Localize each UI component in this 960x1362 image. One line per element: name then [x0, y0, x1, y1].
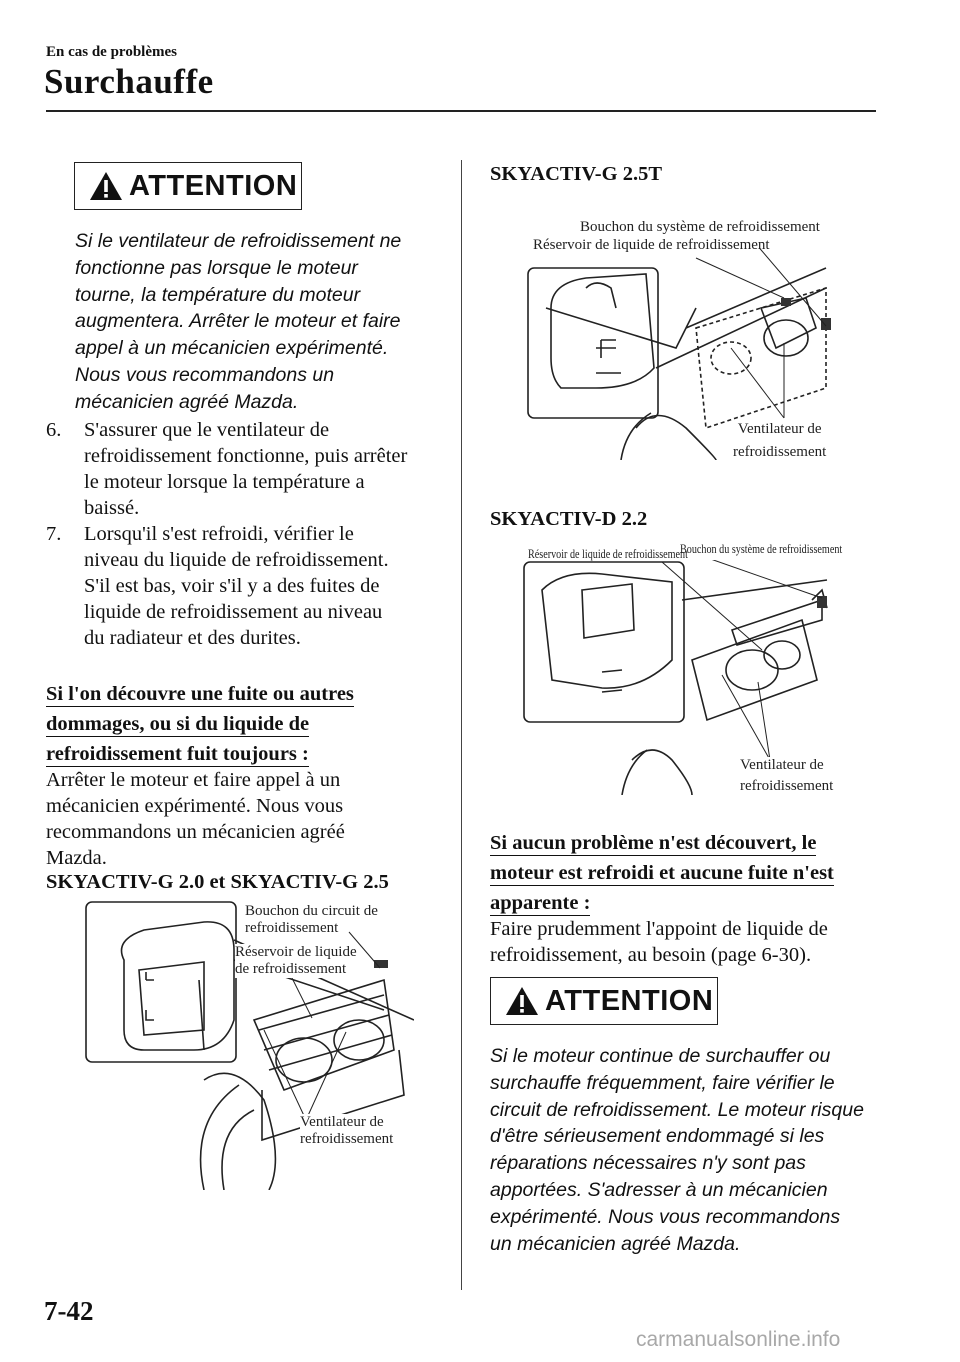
warning-line: circuit de refroidissement. Le moteur risque: [490, 1098, 864, 1121]
callout-reservoir-g25t: Réservoir de liquide de refroidissement: [533, 237, 770, 253]
callout-reservoir: Réservoir de liquide de refroidissement: [235, 944, 357, 977]
figure-title-d22: SKYACTIV-D 2.2: [490, 508, 648, 530]
warning-line: surchauffe fréquemment, faire vérifier le: [490, 1071, 835, 1094]
callout-fan-g25t: Ventilateur de refroidissement: [733, 421, 827, 460]
subheading-line: dommages, ou si du liquide de: [46, 713, 310, 735]
callout-cap-g25t: Bouchon du système de refroidissement: [580, 219, 820, 235]
warning-line: expérimenté. Nous vous recommandons: [490, 1205, 841, 1228]
attention-box: [74, 162, 302, 210]
subheading-line: moteur est refroidi et aucune fuite n'est: [490, 862, 834, 884]
attention-label: ATTENTION: [545, 984, 714, 1017]
callout-fan: Ventilateur de refroidissement: [300, 1114, 394, 1147]
body-line: Mazda.: [46, 847, 107, 869]
figure-title-g25t: SKYACTIV-G 2.5T: [490, 163, 663, 185]
attention-box-2: [490, 977, 718, 1025]
step-6: [46, 417, 446, 521]
body-no-problem: [490, 916, 910, 968]
column-divider: [461, 160, 462, 1290]
step-line: du radiateur et des durites.: [84, 627, 301, 649]
warning-line: augmentera. Arrêter le moteur et faire: [75, 310, 401, 333]
warning-text: [75, 228, 455, 416]
subheading-no-problem: [490, 828, 910, 918]
warning-line: mécanicien agréé Mazda.: [75, 390, 299, 413]
subheading-line: Si l'on découvre une fuite ou autres: [46, 683, 354, 705]
warning-line: fonctionne pas lorsque le moteur: [75, 256, 358, 279]
step-line: le moteur lorsque la température a: [84, 471, 365, 493]
subheading-line: Si aucun problème n'est découvert, le: [490, 832, 817, 854]
warning-line: tourne, la température du moteur: [75, 283, 361, 306]
step-line: niveau du liquide de refroidissement.: [84, 549, 389, 571]
section-label: En cas de problèmes: [46, 44, 177, 60]
warning-line: Si le ventilateur de refroidissement ne: [75, 230, 402, 252]
step-line: Lorsqu'il s'est refroidi, vérifier le: [84, 523, 354, 545]
callout-reservoir-d22: Réservoir de liquide de refroidissement: [528, 546, 688, 561]
warning-line: Si le moteur continue de surchauffer ou: [490, 1045, 831, 1067]
step-line: liquide de refroidissement au niveau: [84, 601, 383, 623]
step-line: S'il est bas, voir s'il y a des fuites de: [84, 575, 380, 597]
body-line: recommandons un mécanicien agréé: [46, 821, 345, 843]
figure-title: SKYACTIV-G 2.0 et SKYACTIV-G 2.5: [46, 871, 389, 893]
step-number: 7.: [46, 523, 62, 545]
warning-line: d'être sérieusement endommagé si les: [490, 1125, 825, 1148]
body-leak: [46, 767, 456, 871]
subheading-leak: [46, 679, 456, 769]
step-line: refroidissement fonctionne, puis arrêter: [84, 445, 408, 467]
body-line: Arrêter le moteur et faire appel à un: [46, 769, 341, 791]
body-line: Faire prudemment l'appoint de liquide de: [490, 918, 828, 940]
step-number: 6.: [46, 419, 62, 441]
step-7: [46, 521, 446, 651]
attention-label: ATTENTION: [129, 169, 298, 202]
warning-triangle-icon: [89, 171, 123, 201]
callout-fan-d22: Ventilateur de refroidissement: [740, 757, 834, 794]
watermark: carmanualsonline.info: [636, 1328, 841, 1351]
step-line: baissé.: [84, 497, 140, 519]
warning-line: réparations nécessaires n'y sont pas: [490, 1152, 806, 1175]
page-number: 7-42: [44, 1296, 94, 1326]
callout-cap-d22: Bouchon du système de refroidissement: [680, 541, 843, 556]
subheading-line: refroidissement fuit toujours :: [46, 743, 309, 765]
step-line: S'assurer que le ventilateur de: [84, 419, 330, 441]
page-title: Surchauffe: [44, 62, 214, 101]
subheading-line: apparente :: [490, 892, 591, 914]
callout-cap: Bouchon du circuit de refroidissement: [245, 903, 378, 936]
header-rule: [46, 110, 876, 112]
warning-line: un mécanicien agréé Mazda.: [490, 1232, 741, 1255]
warning-text-2: [490, 1043, 890, 1257]
warning-line: Nous vous recommandons un: [75, 363, 335, 386]
warning-triangle-icon: [505, 986, 539, 1016]
body-line: mécanicien expérimenté. Nous vous: [46, 795, 344, 817]
body-line: refroidissement, au besoin (page 6-30).: [490, 944, 812, 966]
warning-line: apportées. S'adresser à un mécanicien: [490, 1178, 828, 1201]
warning-line: appel à un mécanicien expérimenté.: [75, 337, 389, 360]
